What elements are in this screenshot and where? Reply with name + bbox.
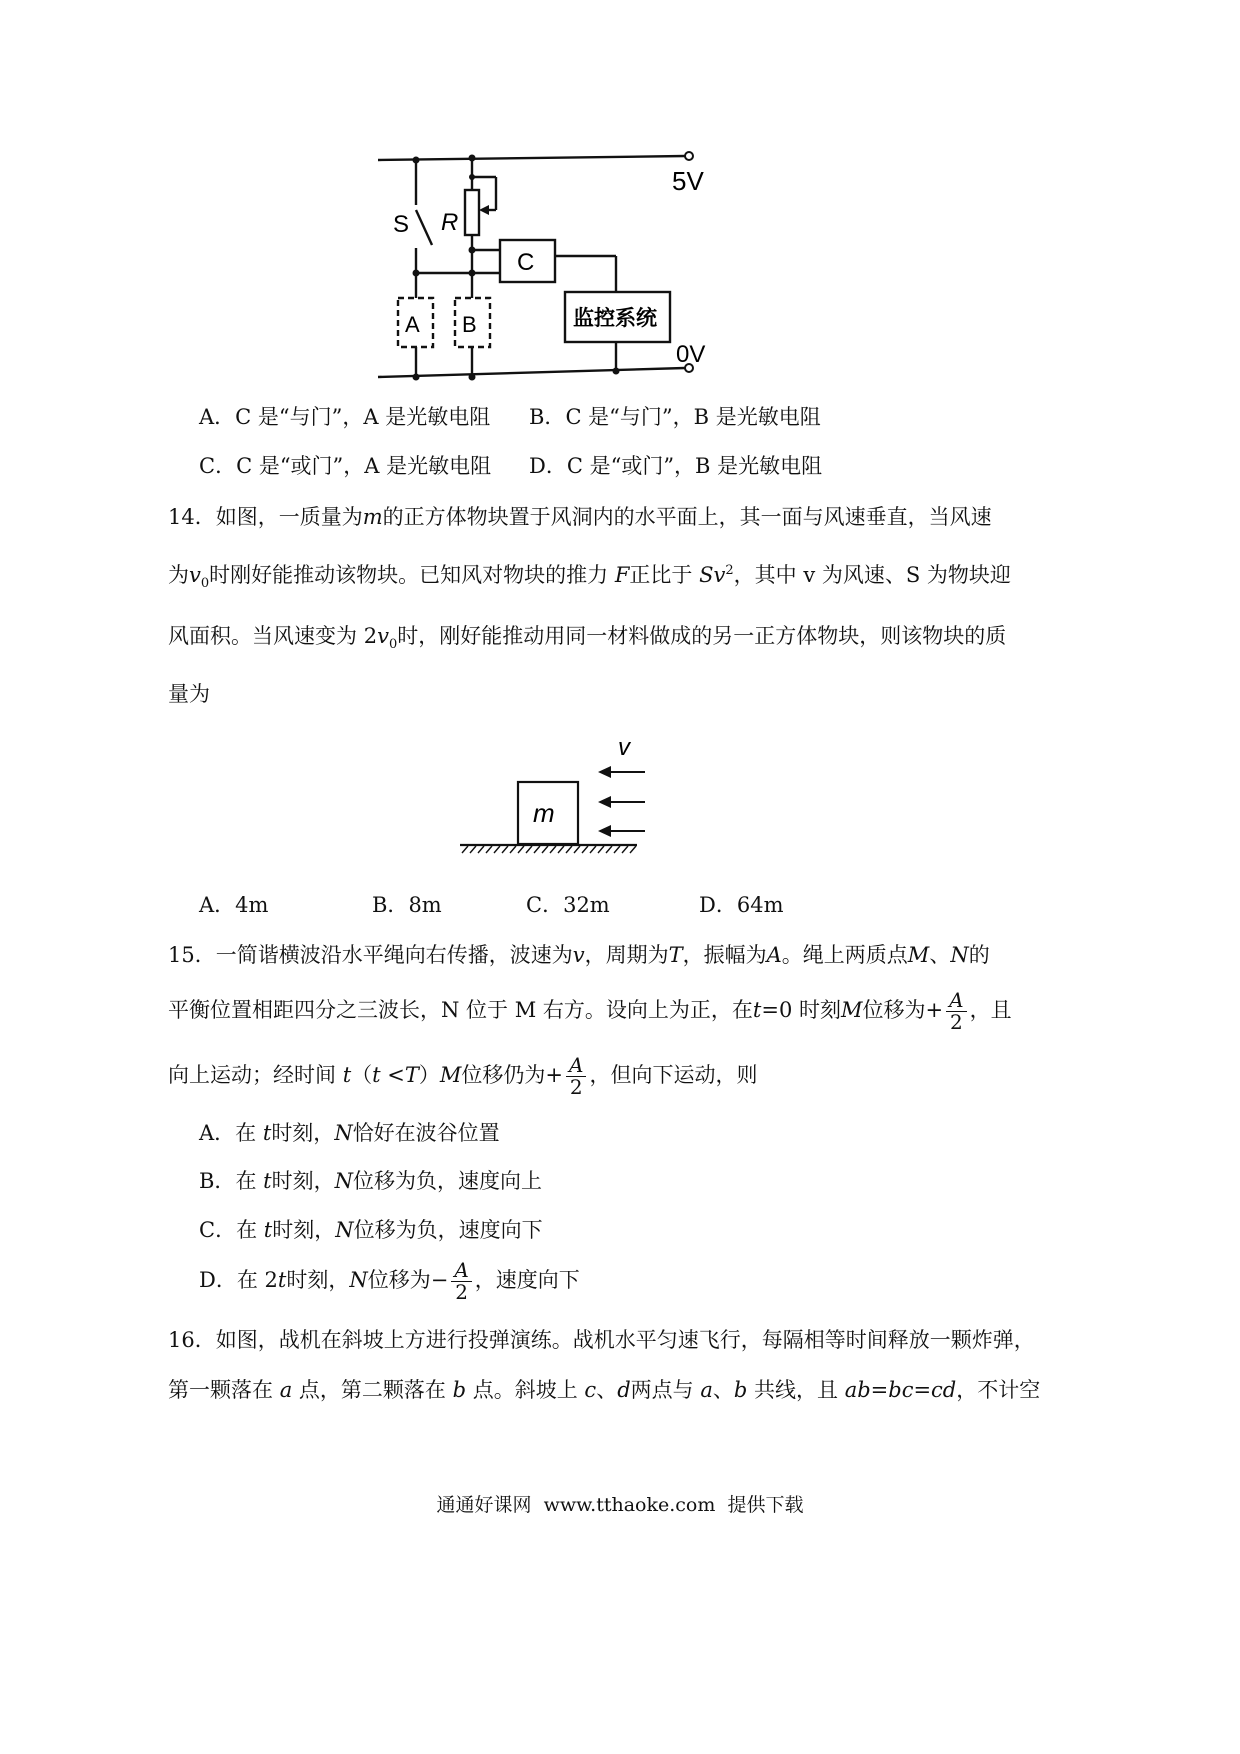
option-letter: C． [199,1218,237,1242]
var-f: F [614,563,630,587]
option-letter: A． [199,1121,236,1145]
text: 时刻， [271,1121,335,1145]
var-a: a [279,1378,293,1402]
text: ，且 [969,998,1012,1022]
text: ，振幅为 [682,943,767,967]
var-t: t [277,1268,287,1292]
option-letter: C． [526,893,564,917]
equation: ab=bc=cd [844,1378,957,1402]
text: ，不计空 [956,1378,1041,1402]
option-letter: C． [199,454,237,478]
var-t: t [752,998,762,1022]
text: ，速度向下 [474,1268,580,1292]
var-t: t [263,1169,272,1193]
option-letter: B． [372,893,409,917]
var-t: T [404,1063,419,1087]
wind-velocity-label: v [618,734,630,761]
text: 。绳上两质点 [781,943,908,967]
text: 点，第二颗落在 [298,1378,446,1402]
question-number: 15． [168,943,216,967]
q13-option-c [199,454,491,479]
numerator: A [566,1055,586,1077]
denominator: 2 [949,1010,963,1034]
text: 、 [596,1378,618,1402]
text: < [380,1063,405,1087]
fraction-a-over-2 [946,990,966,1033]
var-a: a [700,1378,713,1402]
text: 时，刚好能推动用同一材料做成的另一正方体物块，则该物块的质 [397,624,1007,648]
label-a: A [405,312,420,337]
wind-block-figure [455,730,645,860]
label-c: C [517,249,535,276]
var-t: t [372,1063,381,1087]
text: 点。斜坡上 [472,1378,578,1402]
text: 的正方体物块置于风洞内的水平面上，其一面与风速垂直，当风速 [382,505,992,529]
text: 共线，且 [754,1378,838,1402]
text: 第一颗落在 [168,1378,273,1402]
monitor-label: 监控系统 [573,307,657,330]
option-text: 32m [563,893,610,917]
q16-line-2 [168,1378,1040,1403]
option-letter: D． [699,893,737,917]
var-b: b [733,1378,748,1402]
q14-line-4 [168,682,210,707]
var-m: m [362,505,383,529]
q14-option-d [699,893,783,918]
subscript: 0 [200,576,210,592]
text: 时刻， [272,1218,336,1242]
option-text: C 是“或门”，B 是光敏电阻 [566,454,823,478]
option-text: C 是“与门”，A 是光敏电阻 [235,405,491,429]
option-letter: B． [529,405,566,429]
label-b: B [462,312,477,337]
text: ，但向下运动，则 [589,1063,758,1087]
text: ，周期为 [584,943,669,967]
text: 如图，一质量为 [215,505,363,529]
q15-line-2 [168,990,1012,1033]
question-number: 16． [168,1328,216,1352]
var-m: M [907,943,930,967]
text: 位移为负，速度向下 [353,1218,543,1242]
text: 位移仍为+ [461,1063,564,1087]
var-t: t [262,1121,272,1145]
var-t: T [668,943,683,967]
text: 时刻， [271,1169,335,1193]
q14-line-1 [168,505,992,530]
q13-option-a [199,405,490,430]
text: 的 [968,943,990,967]
q14-line-3 [168,624,1006,653]
text: 向上运动；经时间 [168,1063,336,1087]
text: 两点与 [630,1378,694,1402]
text: 在 [235,1169,257,1193]
var-v: v [189,563,201,587]
q14-line-2 [168,563,1011,592]
var-v: v [713,563,726,587]
text: 风面积。当风速变为 [168,624,357,648]
label-5v: 5V [672,166,704,196]
text: 位移为+ [862,998,944,1022]
var-t: t [342,1063,352,1087]
option-letter: D． [199,1268,237,1292]
var-c: c [584,1378,597,1402]
q14-option-a [199,893,268,918]
option-text: 64m [736,893,784,917]
text: 时刻， [286,1268,350,1292]
var-s: S [699,563,714,587]
var-m: M [439,1063,462,1087]
q15-line-1 [168,943,990,968]
label-0v: 0V [676,341,706,368]
var-n: N [334,1121,353,1145]
q16-line-1 [168,1328,1035,1353]
var-t: t [263,1218,273,1242]
option-letter: A． [199,893,236,917]
q13-option-b [529,405,821,430]
q15-option-d [199,1260,580,1303]
superscript: 2 [725,563,734,578]
text: （ [351,1063,373,1087]
numerator: A [946,990,966,1012]
var-m: M [841,998,863,1022]
q15-line-3 [168,1055,757,1098]
q14-option-b [372,893,442,918]
text: 在 [236,1268,258,1292]
text: ） [418,1063,440,1087]
text: 平衡位置相距四分之三波长，N 位于 M 右方。设向上为正，在 [168,998,753,1022]
text: 位移为负，速度向上 [352,1169,542,1193]
numerator: A [451,1260,471,1282]
text: 位移为− [367,1268,449,1292]
var-v: v [377,624,389,648]
var-n: N [335,1218,354,1242]
footer-source: 通通好课网 www.tthaoke.com 提供下载 [436,1494,804,1516]
q15-option-a [199,1121,500,1146]
option-text: C 是“与门”，B 是光敏电阻 [565,405,821,429]
fraction-a-over-2 [566,1055,586,1098]
option-letter: B． [199,1169,236,1193]
text: 量为 [168,682,210,706]
text: 一简谐横波沿水平绳向右传播，波速为 [215,943,573,967]
q15-option-c [199,1218,543,1243]
text: 在 [236,1218,258,1242]
var-a: A [766,943,782,967]
var-n: N [349,1268,368,1292]
fraction-a-over-2 [451,1260,471,1303]
var-d: d [617,1378,631,1402]
label-s: S [393,211,410,238]
text: 、 [929,943,951,967]
circuit-diagram [370,150,720,390]
var-v: v [572,943,585,967]
subscript: 0 [388,637,398,653]
denominator: 2 [455,1280,468,1304]
option-text: 4m [235,893,269,917]
number: 2 [264,1268,278,1292]
text: 恰好在波谷位置 [352,1121,500,1145]
q14-option-c [526,893,610,918]
var-n: N [950,943,969,967]
option-letter: A． [199,405,236,429]
q15-option-b [199,1169,542,1194]
text: =0 时刻 [761,998,841,1022]
question-number: 14． [168,505,216,529]
var-b: b [452,1378,467,1402]
number: 2 [363,624,378,648]
var-n: N [334,1169,353,1193]
text: 在 [235,1121,257,1145]
text: 为 [168,563,189,587]
text: 正比于 [629,563,693,587]
text: 时刚好能推动该物块。已知风对物块的推力 [209,563,609,587]
label-r: R [441,209,459,236]
text: ，其中 v 为风速、S 为物块迎 [733,563,1011,587]
option-text: 8m [408,893,442,917]
block-mass-label: m [533,798,555,828]
denominator: 2 [569,1075,583,1099]
text: 如图，战机在斜坡上方进行投弹演练。战机水平匀速飞行，每隔相等时间释放一颗炸弹， [215,1328,1035,1352]
q13-option-d [529,454,822,479]
text: 、 [712,1378,734,1402]
option-text: C 是“或门”，A 是光敏电阻 [236,454,492,478]
option-letter: D． [529,454,567,478]
